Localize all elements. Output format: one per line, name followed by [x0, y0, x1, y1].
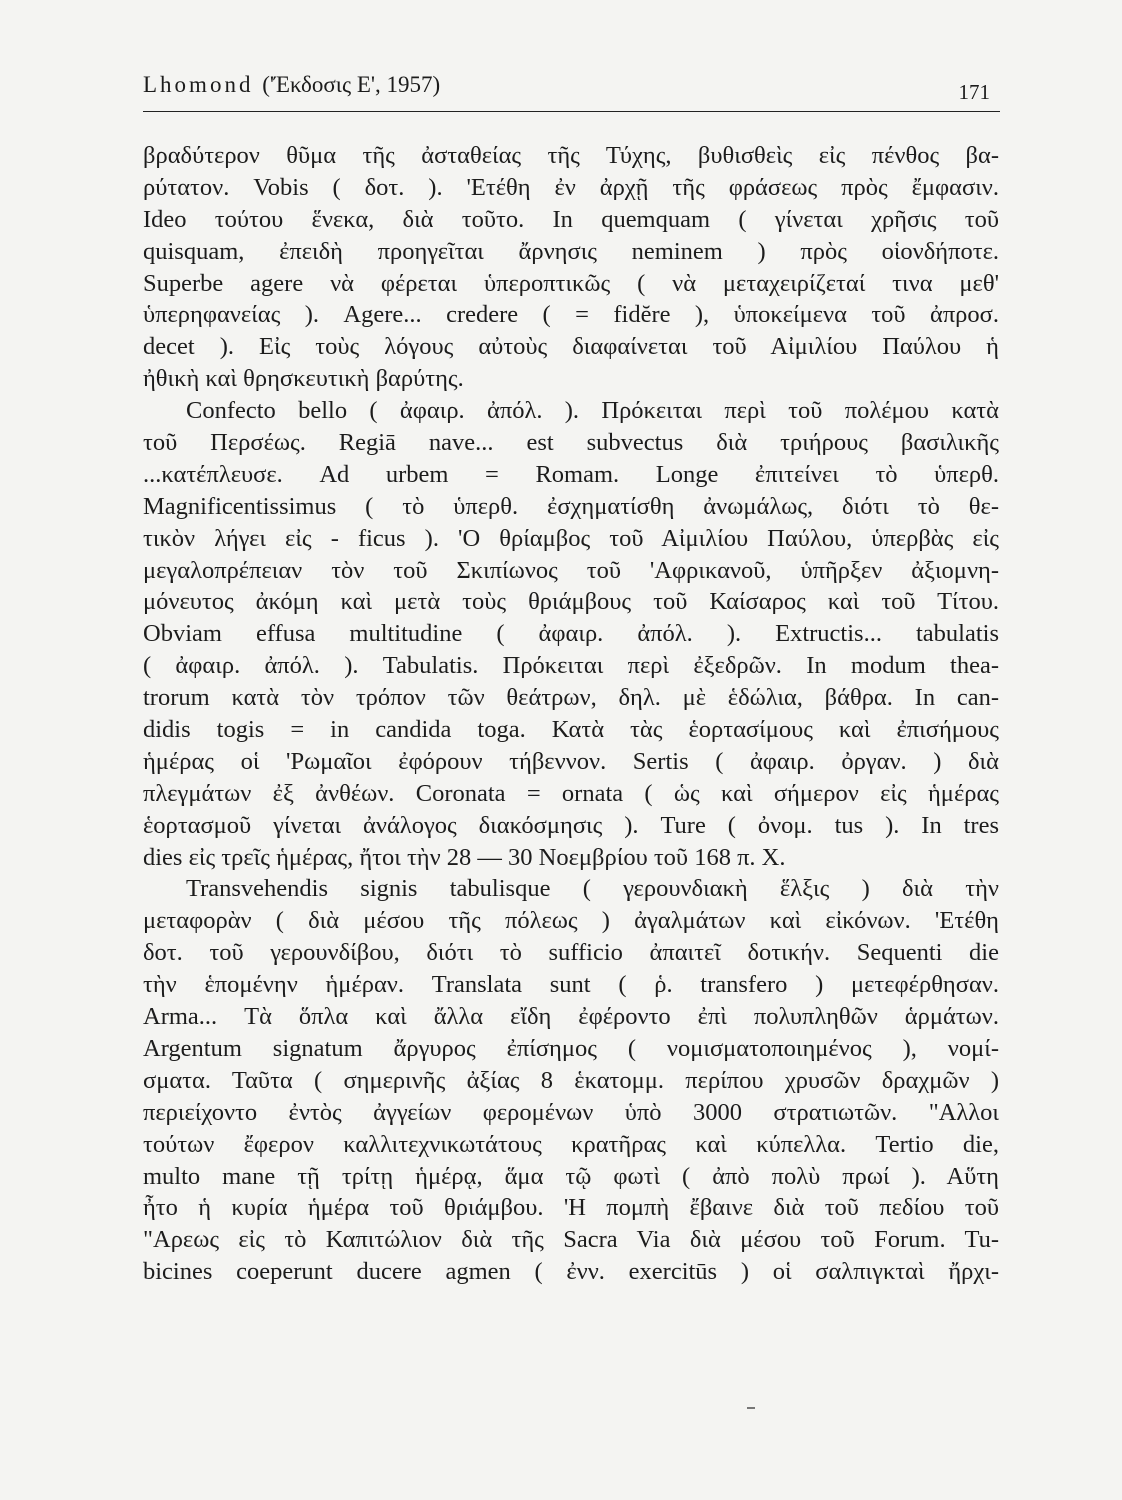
page-number: 171: [958, 80, 990, 104]
text-line: "Αρεως εἰς τὸ Καπιτώλιον διὰ τῆς Sacra Via διὰ μέσου τοῦ Forum. Tu-: [143, 1226, 999, 1254]
text-line: μεταφορὰν ( διὰ μέσου τῆς πόλεως ) ἀγαλμάτων καὶ εἰκόνων. 'Ετέθη: [143, 907, 999, 935]
text-line: μόνευτος ἀκόμη καὶ μετὰ τοὺς θριάμβους τοῦ Καίσαρος καὶ τοῦ Τίτου.: [143, 588, 999, 616]
text-line: τοῦ Περσέως. Regiā nave... est subvectus διὰ τριήρους βασιλικῆς: [143, 429, 999, 457]
text-line: ρύτατον. Vobis ( δοτ. ). 'Ετέθη ἐν ἀρχῇ τῆς φράσεως πρὸς ἔμφασιν.: [143, 173, 999, 201]
text-line: decet ). Εἰς τοὺς λόγους αὐτοὺς διαφαίνεται τοῦ Αἰμιλίου Παύλου ἡ: [143, 333, 999, 361]
text-line: ἦτο ἡ κυρία ἡμέρα τοῦ θριάμβου. 'Η πομπὴ ἔβαινε διὰ τοῦ πεδίου τοῦ: [143, 1194, 999, 1222]
text-line: Obviam effusa multitudine ( ἀφαιρ. ἀπόλ. ). Extructis... tabulatis: [143, 620, 999, 648]
text-line: τικὸν λήγει εἰς - ficus ). 'Ο θρίαμβος τοῦ Αἰμιλίου Παύλου, ὑπερβὰς εἰς: [143, 524, 999, 552]
text-line: didis togis = in candida toga. Κατὰ τὰς ἑορτασίμους καὶ ἐπισήμους: [143, 716, 999, 744]
text-line: ἡμέρας οἱ 'Ρωμαῖοι ἐφόρουν τήβεννον. Sertis ( ἀφαιρ. ὀργαν. ) διὰ: [143, 747, 999, 775]
text-line: περιείχοντο ἐντὸς ἀγγείων φερομένων ὑπὸ 3000 στρατιωτῶν. "Αλλοι: [143, 1098, 999, 1126]
text-line: Magnificentissimus ( τὸ ὑπερθ. ἐσχηματίσθη ἀνωμάλως, διότι τὸ θε-: [143, 492, 999, 520]
text-line: Argentum signatum ἄργυρος ἐπίσημος ( νομισματοποιημένος ), νομί-: [143, 1034, 999, 1062]
text-line: Transvehendis signis tabulisque ( γερουνδιακὴ ἕλξις ) διὰ τὴν: [186, 875, 999, 903]
text-line: ἑορτασμοῦ γίνεται ἀνάλογος διακόσμησις ). Ture ( ὀνομ. tus ). In tres: [143, 811, 999, 839]
text-line: σματα. Ταῦτα ( σημερινῆς ἀξίας 8 ἑκατομμ. περίπου χρυσῶν δραχμῶν ): [143, 1066, 999, 1094]
text-line: πλεγμάτων ἐξ ἀνθέων. Coronata = ornata ( ὡς καὶ σήμερον εἰς ἡμέρας: [143, 779, 999, 807]
book-title: Lhomond: [143, 72, 254, 97]
text-line: τούτων ἔφερον καλλιτεχνικωτάτους κρατῆρας καὶ κύπελλα. Tertio die,: [143, 1130, 999, 1158]
header-rule: [143, 111, 1000, 112]
print-mark: [747, 1407, 755, 1409]
text-line: τὴν ἑπομένην ἡμέραν. Translata sunt ( ῥ. transfero ) μετεφέρθησαν.: [143, 971, 999, 999]
text-line: quisquam, ἐπειδὴ προηγεῖται ἄρνησις neminem ) πρὸς οἱονδήποτε.: [143, 237, 999, 265]
running-header: [143, 70, 998, 104]
text-line: dies εἰς τρεῖς ἡμέρας, ἤτοι τὴν 28 — 30 Νοεμβρίου τοῦ 168 π. Χ.: [143, 843, 786, 871]
running-title: [143, 72, 440, 98]
text-line: Ideo τούτου ἕνεκα, διὰ τοῦτο. In quemquam ( γίνεται χρῆσις τοῦ: [143, 205, 999, 233]
text-line: ἠθικὴ καὶ θρησκευτικὴ βαρύτης.: [143, 365, 464, 393]
text-line: δοτ. τοῦ γερουνδίβου, διότι τὸ sufficio ἀπαιτεῖ δοτικήν. Sequenti die: [143, 939, 999, 967]
text-line: bicines coeperunt ducere agmen ( ἐνν. exercitūs ) οἱ σαλπιγκταὶ ἤρχι-: [143, 1258, 999, 1286]
text-line: multo mane τῇ τρίτῃ ἡμέρᾳ, ἅμα τῷ φωτὶ ( ἀπὸ πολὺ πρωί ). Αὕτη: [143, 1162, 999, 1190]
text-line: trorum κατὰ τὸν τρόπον τῶν θεάτρων, δηλ. μὲ ἑδώλια, βάθρα. In can-: [143, 684, 999, 712]
text-line: ...κατέπλευσε. Ad urbem = Romam. Longe ἐπιτείνει τὸ ὑπερθ.: [143, 460, 999, 488]
text-line: Arma... Τὰ ὅπλα καὶ ἄλλα εἴδη ἐφέροντο ἐπὶ πολυπληθῶν ἁρμάτων.: [143, 1003, 999, 1031]
edition-info: ('Έκδοσις Ε', 1957): [262, 72, 441, 97]
text-line: ( ἀφαιρ. ἀπόλ. ). Tabulatis. Πρόκειται περὶ ἐξεδρῶν. In modum thea-: [143, 652, 999, 680]
text-line: Superbe agere νὰ φέρεται ὑπεροπτικῶς ( νὰ μεταχειρίζεταί τινα μεθ': [143, 269, 999, 297]
body-text: [143, 140, 999, 1288]
text-line: μεγαλοπρέπειαν τὸν τοῦ Σκιπίωνος τοῦ 'Αφρικανοῦ, ὑπῆρξεν ἀξιομνη-: [143, 556, 999, 584]
text-line: ὑπερηφανείας ). Agere... credere ( = fidĕre ), ὑποκείμενα τοῦ ἀπροσ.: [143, 301, 999, 329]
text-line: βραδύτερον θῦμα τῆς ἀσταθείας τῆς Τύχης, βυθισθεὶς εἰς πένθος βα-: [143, 142, 999, 169]
text-line: Confecto bello ( ἀφαιρ. ἀπόλ. ). Πρόκειται περὶ τοῦ πολέμου κατὰ: [186, 397, 999, 425]
